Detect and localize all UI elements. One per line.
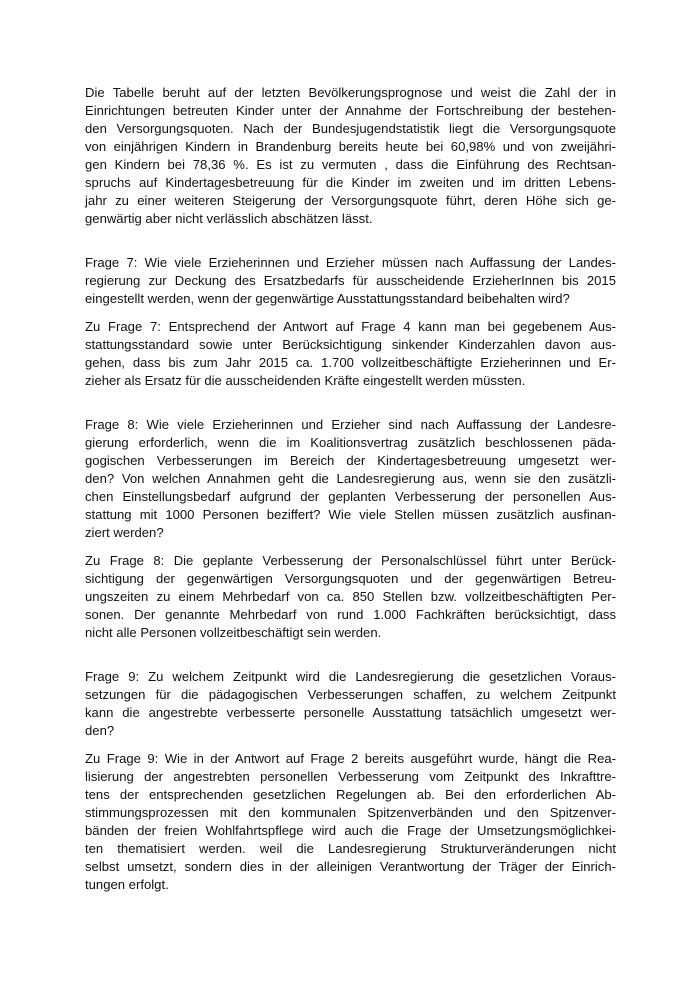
text-line: selbst umsetzt, sondern dies in der alleinigen Verantwortung der Träger der Einrich- [85, 859, 616, 874]
text-line: zieher als Ersatz für die ausscheidenden Kräfte eingestellt werden müssten. [85, 373, 526, 388]
text-line: Frage 7: Wie viele Erzieherinnen und Erzieher müssen nach Auffassung der Landes- [85, 255, 616, 270]
text-line: sonen. Der genannte Mehrbedarf von rund 1.000 Fachkräften berücksichtigt, dass [85, 607, 616, 622]
text-line: den? [85, 723, 115, 738]
text-line: nicht alle Personen vollzeitbeschäftigt sein werden. [85, 625, 382, 640]
text-line: Die Tabelle beruht auf der letzten Bevölkerungsprognose und weist die Zahl der in [85, 85, 616, 100]
text-line: bänden der freien Wohlfahrtspflege wird auch die Frage der Umsetzungsmöglichkei- [85, 823, 616, 838]
text-line: Zu Frage 7: Entsprechend der Antwort auf Frage 4 kann man bei gegebenem Aus- [85, 319, 616, 334]
text-line: regierung zur Deckung des Ersatzbedarfs für ausscheidende ErzieherInnen bis 2015 [85, 273, 616, 288]
text-line: ziert werden? [85, 525, 164, 540]
text-line: setzungen für die pädagogischen Verbesserungen schaffen, zu welchem Zeitpunkt [85, 687, 616, 702]
text-line: Frage 9: Zu welchem Zeitpunkt wird die Landesregierung die gesetzlichen Voraus- [85, 669, 616, 684]
text-line: Einrichtungen betreuten Kinder unter der Annahme der Fortschreibung der bestehen- [85, 103, 616, 118]
text-line: genwärtig aber nicht verlässlich abschätzen lässt. [85, 211, 373, 226]
text-line: stattung mit 1000 Personen beziffert? Wie viele Stellen müssen zusätzlich ausfinan- [85, 507, 616, 522]
text-line: jahr zu einer weiteren Steigerung der Versorgungsquote führt, deren Höhe sich ge- [85, 193, 616, 208]
text-line: Frage 8: Wie viele Erzieherinnen und Erzieher sind nach Auffassung der Landesre- [85, 417, 616, 432]
text-line: spruchs auf Kindertagesbetreuung für die Kinder im zweiten und im dritten Lebens- [85, 175, 616, 190]
text-line: tens der entsprechenden gesetzlichen Regelungen ab. Bei den erforderlichen Ab- [85, 787, 616, 802]
text-line: eingestellt werden, wenn der gegenwärtige Ausstattungsstandard beibehalten wird? [85, 291, 570, 306]
text-line: den? Von welchen Annahmen geht die Landesregierung aus, wenn sie den zusätzli- [85, 471, 616, 486]
text-line: tungen erfolgt. [85, 877, 169, 892]
text-line: kann die angestrebte verbesserte personelle Ausstattung tatsächlich umgesetzt wer- [85, 705, 616, 720]
text-line: chen Einstellungsbedarf aufgrund der geplanten Verbesserung der personellen Aus- [85, 489, 616, 504]
text-line: ten thematisiert werden. weil die Landesregierung Strukturveränderungen nicht [85, 841, 616, 856]
text-line: stimmungsprozessen mit den kommunalen Spitzenverbänden und den Spitzenver- [85, 805, 616, 820]
text-line: ungszeiten zu einem Mehrbedarf von ca. 850 Stellen bzw. vollzeitbeschäftigten Per- [85, 589, 616, 604]
text-line: gen Kindern bei 78,36 %. Es ist zu vermuten , dass die Einführung des Rechtsan- [85, 157, 616, 172]
text-line: gehen, dass bis zum Jahr 2015 ca. 1.700 vollzeitbeschäftigte Erzieherinnen und Er- [85, 355, 616, 370]
text-line: lisierung der angestrebten personellen Verbesserung vom Zeitpunkt des Inkrafttre- [85, 769, 616, 784]
text-line: gierung erforderlich, wenn die im Koalitionsvertrag zusätzlich beschlossenen päda- [85, 435, 616, 450]
text-line: stattungsstandard sowie unter Berücksichtigung sinkender Kinderzahlen davon aus- [85, 337, 616, 352]
text-line: sichtigung der gegenwärtigen Versorgungsquoten und der gegenwärtigen Betreu- [85, 571, 616, 586]
text-line: von einjährigen Kindern in Brandenburg bereits heute bei 60,98% und von zweijähri- [85, 139, 616, 154]
text-line: den Versorgungsquoten. Nach der Bundesjugendstatistik liegt die Versorgungsquote [85, 121, 616, 136]
text-line: Zu Frage 8: Die geplante Verbesserung der Personalschlüssel führt unter Berück- [85, 553, 616, 568]
text-line: gogischen Verbesserungen im Bereich der Kindertagesbetreuung umgesetzt wer- [85, 453, 616, 468]
text-line: Zu Frage 9: Wie in der Antwort auf Frage 2 bereits ausgeführt wurde, hängt die Rea- [85, 751, 616, 766]
